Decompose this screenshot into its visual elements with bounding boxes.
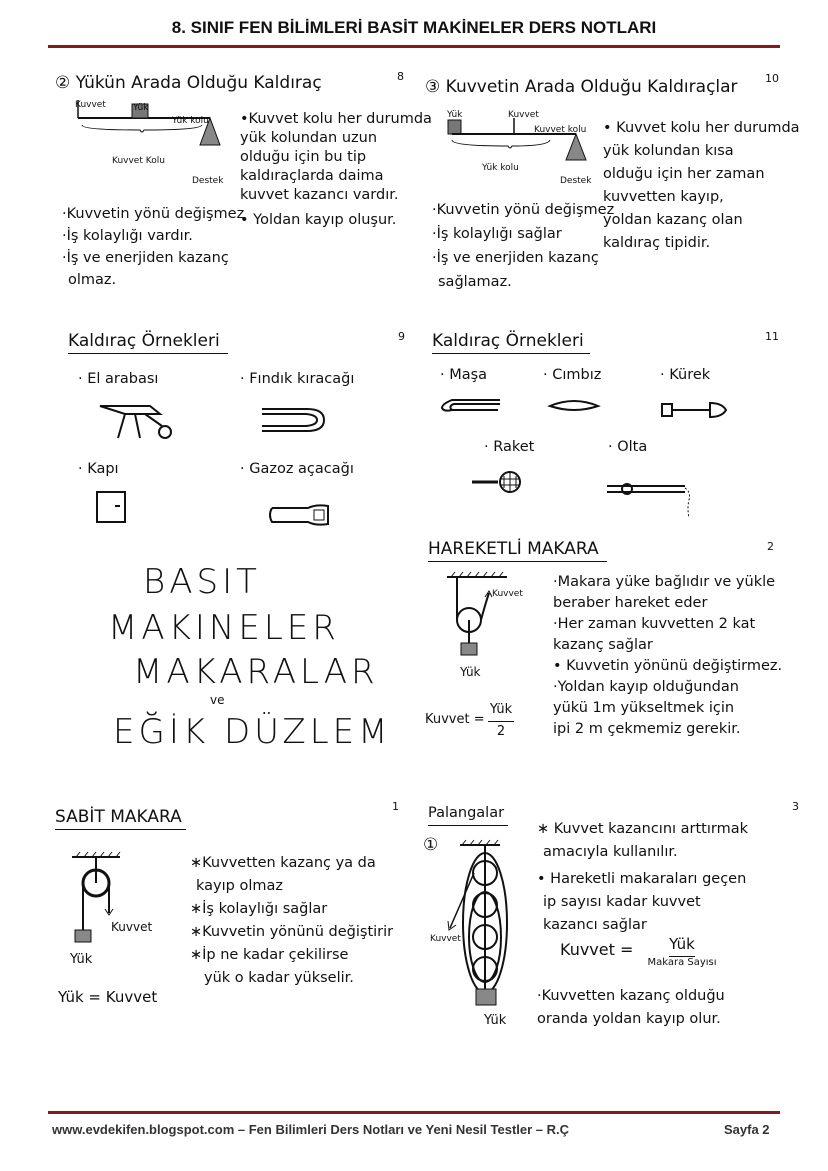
note-line: yoldan kazanç olan: [603, 212, 743, 228]
example-bottle-opener: · Gazoz açacağı: [240, 461, 354, 477]
notes-right: [240, 110, 432, 230]
load-label: Yük: [460, 665, 481, 679]
load-label: Yük: [447, 110, 463, 120]
note-number: 2: [767, 540, 774, 553]
section-title-lever-examples: Kaldıraç Örnekleri: [68, 332, 228, 354]
section-title-fixed-pulley: SABİT MAKARA: [55, 808, 186, 830]
section-title-force-middle-lever: ③ Kuvvetin Arada Olduğu Kaldıraçlar: [425, 77, 738, 97]
note-line: ·İş kolaylığı sağlar: [432, 226, 562, 242]
cover-title-line: EĞİK DÜZLEM: [113, 712, 392, 752]
force-arm-label: Kuvvet Kolu: [112, 156, 165, 166]
wheelbarrow-icon: [100, 402, 180, 442]
force-label: Kuvvet: [430, 934, 461, 944]
shovel-icon: [660, 400, 730, 422]
note-line: kazanç sağlar: [553, 637, 653, 653]
cover-title-line: ve: [210, 693, 225, 707]
note-line: ·Yoldan kayıp olduğundan: [553, 679, 739, 695]
load-label: Yük: [484, 1013, 507, 1028]
example-tweezers: · Cımbız: [543, 367, 602, 383]
header-divider: [48, 45, 780, 48]
note-line: yük o kadar yükselir.: [204, 970, 354, 986]
note-line: kaldıraç tipidir.: [603, 235, 711, 251]
example-wheelbarrow: · El arabası: [78, 371, 159, 387]
fishing-rod-icon: [605, 478, 695, 523]
note-line: ·Kuvvetin yönü değişmez: [432, 202, 615, 218]
load-arm-label: Yük kolu: [482, 163, 519, 173]
note-line: ∗İp ne kadar çekilirse: [190, 947, 349, 963]
load-label: Yük: [133, 103, 149, 113]
notes: [553, 572, 782, 740]
tongs-icon: [440, 396, 502, 418]
note-line: ·Makara yüke bağlıdır ve yükle: [553, 574, 776, 590]
note-line: beraber hareket eder: [553, 595, 708, 611]
formula-numerator: Yük: [488, 700, 514, 722]
notes-left: [432, 198, 614, 294]
racket-icon: [470, 470, 526, 494]
section-title-lever-examples: Kaldıraç Örnekleri: [432, 332, 590, 354]
formula-denominator: Makara Sayısı: [647, 957, 717, 968]
force-label: Kuvvet: [75, 100, 106, 110]
note-line: • Kuvvet kolu her durumda: [603, 120, 800, 136]
fulcrum-label: Destek: [192, 176, 224, 186]
note-line: olmaz.: [68, 272, 117, 288]
note-line: •Kuvvet kolu her durumda: [240, 111, 432, 127]
note-line: olduğu için bu tip: [240, 149, 367, 165]
load-label: Yük: [70, 952, 93, 967]
notes-right: [603, 117, 800, 255]
note-line: kuvvet kazancı vardır.: [240, 187, 399, 203]
footer-divider: [48, 1111, 780, 1114]
note-line: • Hareketli makaraları geçen: [537, 871, 747, 887]
notes-left: [62, 203, 244, 291]
note-line: kuvvetten kayıp,: [603, 189, 724, 205]
example-tongs: · Maşa: [440, 367, 488, 383]
note-line: ·Kuvvetin yönü değişmez: [62, 206, 245, 222]
example-shovel: · Kürek: [660, 367, 711, 383]
formula-fraction: [632, 934, 732, 968]
section-title-load-middle-lever: ② Yükün Arada Olduğu Kaldıraç: [55, 73, 322, 93]
section-title-movable-pulley: HAREKETLİ MAKARA: [428, 540, 607, 562]
page-number: Sayfa 2: [724, 1122, 770, 1137]
formula: Yük = Kuvvet: [58, 988, 158, 1006]
formula-lhs: Kuvvet =: [560, 940, 634, 959]
cover-title-line: BASIT: [143, 562, 261, 602]
note-line: ·İş kolaylığı vardır.: [62, 228, 193, 244]
note-line: • Kuvvetin yönünü değiştirmez.: [553, 658, 783, 674]
bottle-opener-icon: [268, 502, 338, 528]
note-line: oranda yoldan kayıp olur.: [537, 1011, 721, 1027]
note-line: kazancı sağlar: [543, 917, 647, 933]
note-line: ipi 2 m çekmemiz gerekir.: [553, 721, 741, 737]
notes: [190, 852, 393, 990]
notes: [537, 818, 748, 937]
example-racket: · Raket: [484, 439, 535, 455]
footer-text: www.evdekifen.blogspot.com – Fen Bilimleri Ders Notları ve Yeni Nesil Testler – R.Ç: [52, 1122, 570, 1137]
note-line: ·Kuvvetten kazanç olduğu: [537, 988, 725, 1004]
cover-title-line: MAKARALAR: [133, 652, 379, 692]
formula-lhs: Kuvvet =: [425, 712, 485, 727]
cover-title-line: MAKINELER: [108, 608, 340, 648]
section-title-block-and-tackle: Palangalar: [428, 804, 508, 826]
item-index: ①: [423, 835, 439, 855]
force-label: Kuvvet: [508, 110, 539, 120]
note-number: 11: [765, 330, 779, 343]
note-line: ip sayısı kadar kuvvet: [543, 894, 701, 910]
force-arm-label: Kuvvet kolu: [534, 125, 587, 135]
note-line: ∗İş kolaylığı sağlar: [190, 901, 328, 917]
note-line: ·İş ve enerjiden kazanç: [62, 250, 229, 266]
formula-fraction: [488, 700, 514, 741]
note-line: amacıyla kullanılır.: [543, 844, 678, 860]
block-and-tackle-diagram: [430, 843, 510, 1008]
nutcracker-icon: [262, 405, 332, 435]
example-nutcracker: · Fındık kıracağı: [240, 371, 355, 387]
note-line: ·Her zaman kuvvetten 2 kat: [553, 616, 756, 632]
formula-numerator: Yük: [669, 935, 695, 957]
note-line: sağlamaz.: [438, 274, 512, 290]
note-number: 10: [765, 72, 779, 85]
page-title: 8. SINIF FEN BİLİMLERİ BASİT MAKİNELER DERS NOTLARI: [171, 18, 657, 37]
note-line: ∗Kuvvetin yönünü değiştirir: [190, 924, 394, 940]
door-icon: [95, 490, 135, 526]
example-fishing-rod: · Olta: [608, 439, 648, 455]
note-line: ∗Kuvvetten kazanç ya da: [190, 855, 376, 871]
example-door: · Kapı: [78, 461, 119, 477]
note-number: 1: [392, 800, 399, 813]
fulcrum-label: Destek: [560, 176, 592, 186]
note-number: 3: [792, 800, 799, 813]
note-line: yük kolundan uzun: [240, 130, 378, 146]
tweezers-icon: [548, 398, 600, 414]
note-line: ·İş ve enerjiden kazanç: [432, 250, 599, 266]
note-line: ∗ Kuvvet kazancını arttırmak: [537, 821, 749, 837]
note-line: kaldıraçlarda daima: [240, 168, 384, 184]
load-arm-label: Yük kolu: [172, 116, 209, 126]
force-label: Kuvvet: [492, 589, 523, 599]
force-label: Kuvvet: [111, 920, 153, 934]
note-line: kayıp olmaz: [196, 878, 283, 894]
note-number: 8: [397, 70, 404, 83]
formula-denominator: 2: [496, 724, 506, 739]
note-line: • Yoldan kayıp oluşur.: [240, 212, 397, 228]
note-line: yük kolundan kısa: [603, 143, 734, 159]
note-line: yükü 1m yükseltmek için: [553, 700, 735, 716]
note-line: olduğu için her zaman: [603, 166, 765, 182]
notes-bottom: [537, 985, 725, 1031]
note-number: 9: [398, 330, 405, 343]
